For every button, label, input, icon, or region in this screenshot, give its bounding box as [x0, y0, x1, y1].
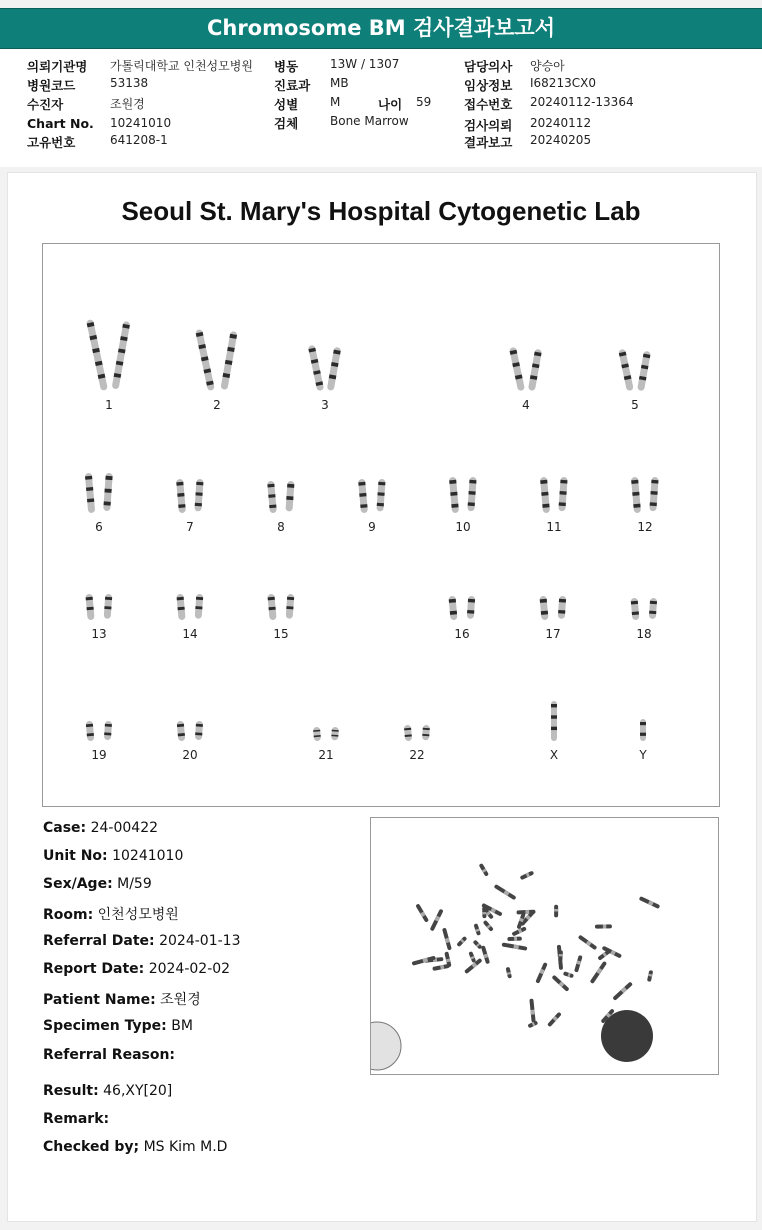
field-remark [43, 1111, 109, 1127]
field-result-key: Result: [43, 1083, 99, 1099]
chromosome-pair-Y [640, 719, 646, 741]
metaphase-chromosome [456, 936, 467, 947]
chromosome-label-16: 16 [454, 627, 470, 641]
info-label-patient: 수진자 [27, 97, 64, 112]
chromosome-label-13: 13 [91, 627, 107, 641]
chromosome-label-8: 8 [277, 520, 285, 534]
field-specimen-type-value: BM [171, 1018, 193, 1034]
field-report-date [43, 961, 230, 977]
metaphase-svg [371, 818, 718, 1074]
metaphase-chromosome [507, 937, 522, 942]
chromosome-label-2: 2 [213, 398, 221, 412]
info-value-receipt-no: 20240112-13364 [530, 95, 634, 109]
metaphase-chromosome [578, 935, 598, 951]
metaphase-chromosome [574, 955, 583, 973]
field-referral-date-key: Referral Date: [43, 933, 155, 949]
metaphase-chromosome [551, 975, 569, 992]
chromosome-label-22: 22 [409, 748, 425, 762]
field-case [43, 820, 158, 836]
chromosome-label-15: 15 [273, 627, 289, 641]
info-value-hospital-code: 53138 [110, 76, 149, 90]
metaphase-chromosome [597, 949, 610, 960]
chromosome-pair-9 [358, 479, 386, 513]
chromosome-label-7: 7 [186, 520, 194, 534]
field-room-key: Room: [43, 907, 94, 923]
chromosome-pair-5 [618, 349, 651, 392]
chromosome-label-20: 20 [182, 748, 198, 762]
chromosome-pair-13 [85, 594, 112, 621]
chromosome-pair-11 [540, 477, 568, 513]
metaphase-chromosome [547, 1012, 562, 1028]
chromosome-label-5: 5 [631, 398, 639, 412]
metaphase-chromosome [647, 970, 653, 982]
info-label-department: 진료과 [274, 78, 311, 93]
chromosome-label-6: 6 [95, 520, 103, 534]
metaphase-chromosome [415, 903, 429, 922]
metaphase-chromosome [590, 961, 607, 984]
metaphase-chromosome [639, 896, 661, 909]
metaphase-chromosome [529, 999, 535, 1023]
info-value-ward: 13W / 1307 [330, 57, 400, 71]
patient-info-panel [0, 49, 762, 167]
info-label-ward: 병동 [274, 59, 299, 74]
field-room [43, 904, 179, 924]
report-title-bar [0, 8, 762, 49]
chromosome-pair-14 [176, 594, 203, 621]
metaphase-chromosome [481, 945, 490, 964]
chromosome-pair-4 [509, 347, 542, 391]
field-unit-no-value: 10241010 [112, 848, 184, 864]
field-patient-name-value: 조원경 [160, 992, 201, 1008]
metaphase-chromosome [483, 920, 494, 932]
metaphase-chromosome [520, 870, 535, 880]
karyogram-svg [43, 244, 719, 806]
metaphase-chromosome [612, 981, 633, 1000]
field-patient-name [43, 989, 201, 1009]
chromosome-label-1: 1 [105, 398, 113, 412]
metaphase-chromosome [516, 910, 535, 915]
chromosome-pair-17 [539, 596, 566, 621]
field-sex-age-value: M/59 [117, 876, 152, 892]
metaphase-chromosome [554, 905, 558, 918]
metaphase-chromosome [442, 928, 452, 951]
info-label-age: 나이 [378, 97, 403, 112]
metaphase-chromosome [482, 907, 486, 919]
chromosome-pair-10 [449, 477, 477, 513]
chromosome-label-21: 21 [318, 748, 334, 762]
chromosome-pair-16 [448, 596, 475, 621]
info-value-unique-no: 641208-1 [110, 133, 168, 147]
chromosome-label-4: 4 [522, 398, 530, 412]
chromosome-label-Y: Y [639, 748, 647, 762]
report-title: Chromosome BM 검사결과보고서 [206, 16, 556, 40]
chromosome-label-X: X [549, 748, 559, 762]
field-case-value: 24-00422 [90, 820, 159, 836]
info-label-chart-no: Chart No. [27, 116, 94, 131]
info-value-age: 59 [416, 95, 432, 109]
metaphase-chromosome [473, 923, 481, 936]
metaphase-chromosome [595, 924, 612, 928]
metaphase-chromosome [430, 909, 444, 932]
info-value-chart-no: 10241010 [110, 116, 172, 130]
info-value-specimen: Bone Marrow [330, 114, 409, 128]
info-label-result-date: 결과보고 [464, 135, 513, 150]
metaphase-chromosome [558, 950, 563, 962]
field-referral-reason-key: Referral Reason: [43, 1047, 176, 1063]
field-case-key: Case: [43, 820, 87, 836]
chromosome-label-9: 9 [368, 520, 376, 534]
info-value-department: MB [330, 76, 349, 90]
field-sex-age-key: Sex/Age: [43, 876, 113, 892]
metaphase-chromosome [506, 967, 512, 979]
chromosome-pair-7 [176, 479, 204, 513]
field-referral-date-value: 2024-01-13 [159, 933, 241, 949]
metaphase-chromosome [535, 962, 547, 984]
field-result-value: 46,XY[20] [103, 1083, 173, 1099]
lab-title: Seoul St. Mary's Hospital Cytogenetic Lab [121, 196, 641, 226]
field-checked-by-key: Checked by; [43, 1139, 140, 1155]
chromosome-pair-21 [313, 727, 339, 742]
chromosome-pair-19 [86, 721, 113, 742]
field-unit-no [43, 848, 183, 864]
info-label-physician: 담당의사 [464, 59, 513, 74]
chromosome-pair-1 [86, 319, 130, 391]
info-value-institution: 가톨릭대학교 인천성모병원 [110, 59, 253, 73]
field-specimen-type [43, 1018, 193, 1034]
info-value-request-date: 20240112 [530, 116, 592, 130]
info-label-request-date: 검사의뢰 [464, 118, 513, 133]
info-value-patient: 조원경 [110, 97, 145, 111]
metaphase-chromosome [502, 942, 528, 950]
chromosome-label-14: 14 [182, 627, 198, 641]
karyogram [42, 243, 720, 807]
chromosome-pair-X [551, 701, 557, 741]
field-referral-reason [43, 1047, 175, 1063]
chromosome-pair-20 [177, 721, 204, 742]
metaphase-chromosome [468, 951, 476, 963]
metaphase-chromosome [494, 884, 517, 900]
field-room-value: 인천성모병원 [97, 907, 179, 923]
field-checked-by [43, 1139, 227, 1155]
field-remark-key: Remark: [43, 1111, 110, 1127]
chromosome-label-10: 10 [455, 520, 471, 534]
info-label-institution: 의뢰기관명 [27, 59, 88, 74]
field-result [43, 1083, 172, 1099]
chromosome-label-17: 17 [545, 627, 561, 641]
metaphase-image [370, 817, 719, 1075]
field-checked-by-value: MS Kim M.D [143, 1139, 228, 1155]
field-sex-age [43, 876, 152, 892]
chromosome-label-19: 19 [91, 748, 107, 762]
info-value-physician: 양승아 [530, 59, 565, 73]
field-specimen-type-key: Specimen Type: [43, 1018, 167, 1034]
chromosome-pair-15 [267, 594, 294, 621]
info-value-result-date: 20240205 [530, 133, 592, 147]
info-label-unique-no: 고유번호 [27, 135, 76, 150]
chromosome-pair-2 [195, 329, 237, 391]
field-report-date-key: Report Date: [43, 961, 145, 977]
nucleus-blob-partial [371, 1022, 401, 1070]
chromosome-label-12: 12 [637, 520, 653, 534]
info-label-clinical-info: 임상정보 [464, 78, 513, 93]
field-patient-name-key: Patient Name: [43, 992, 156, 1008]
info-label-receipt-no: 접수번호 [464, 97, 513, 112]
info-value-clinical-info: I68213CX0 [530, 76, 596, 90]
field-referral-date [43, 933, 240, 949]
chromosome-label-3: 3 [321, 398, 329, 412]
metaphase-chromosome [479, 863, 489, 877]
info-label-hospital-code: 병원코드 [27, 78, 76, 93]
chromosome-pair-8 [267, 481, 294, 513]
nucleus-blob [601, 1010, 653, 1062]
field-report-date-value: 2024-02-02 [148, 961, 231, 977]
chromosome-label-11: 11 [546, 520, 562, 534]
info-value-sex: M [330, 95, 341, 109]
info-label-specimen: 검체 [274, 116, 299, 131]
chromosome-pair-18 [631, 598, 658, 621]
chromosome-pair-6 [85, 473, 113, 513]
info-label-sex: 성별 [274, 97, 299, 112]
metaphase-chromosome [563, 971, 574, 978]
metaphase-chromosome [473, 940, 483, 950]
chromosome-pair-22 [404, 725, 430, 742]
field-unit-no-key: Unit No: [43, 848, 108, 864]
chromosome-pair-12 [631, 477, 659, 513]
chromosome-pair-3 [308, 345, 341, 391]
chromosome-label-18: 18 [636, 627, 652, 641]
